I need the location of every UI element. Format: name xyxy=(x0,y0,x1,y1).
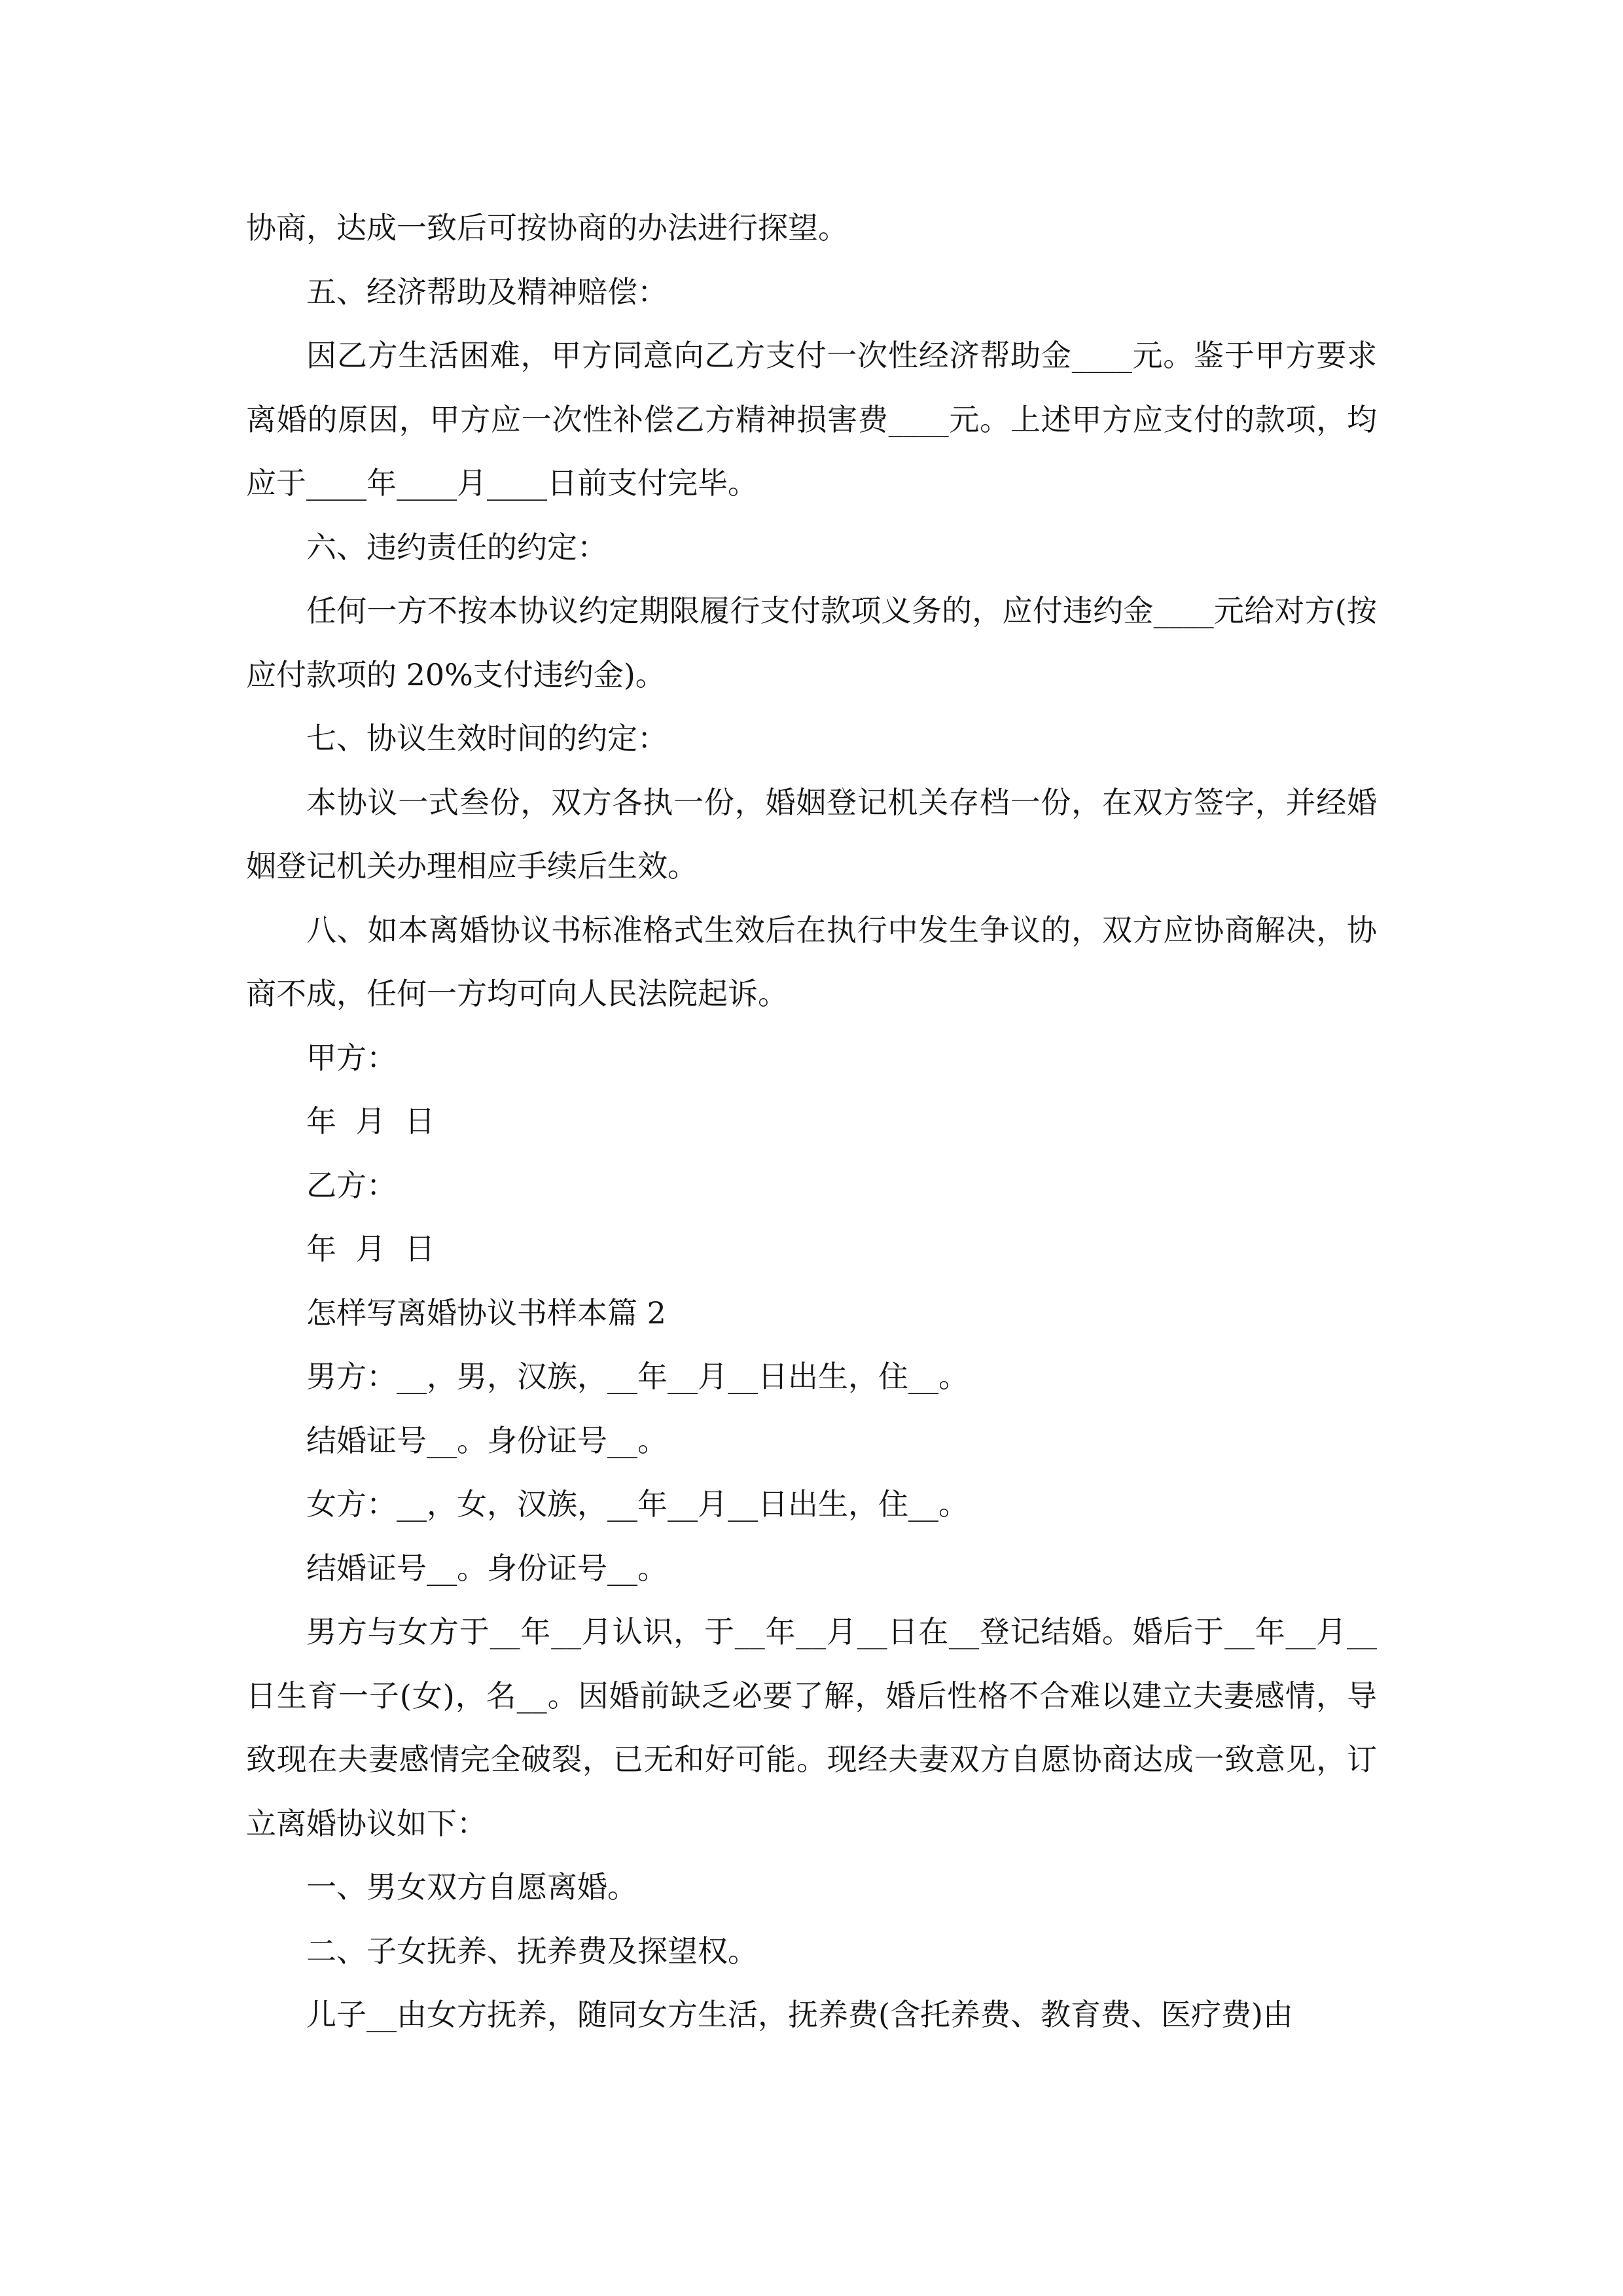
section-heading-economic-aid: 五、经济帮助及精神赔偿： xyxy=(306,274,668,310)
sample-title: 怎样写离婚协议书样本篇 2 xyxy=(306,1295,666,1331)
section-heading-effective-time: 七、协议生效时间的约定： xyxy=(306,721,668,756)
clause-voluntary-divorce: 一、男女双方自愿离婚。 xyxy=(306,1869,637,1905)
female-certificate-info: 结婚证号__。身份证号__。 xyxy=(306,1550,668,1586)
paragraph-dispute-resolution: 八、如本离婚协议书标准格式生效后在执行中发生争议的，双方应协商解决，协商不成，任何一方均可向人民法院起诉。 xyxy=(246,912,1377,1011)
date-line-party-b: 年 月 日 xyxy=(306,1231,435,1266)
paragraph-economic-aid: 因乙方生活困难，甲方同意向乙方支付一次性经济帮助金____元。鉴于甲方要求离婚的原因，甲方应一次性补偿乙方精神损害费____元。上述甲方应支付的款项，均应于____年____月____日前支付完毕。 xyxy=(246,338,1377,501)
paragraph-background: 男方与女方于__年__月认识，于__年__月__日在__登记结婚。婚后于__年__月__日生育一子(女)，名__。因婚前缺乏必要了解，婚后性格不合难以建立夫妻感情，导致现在夫妻感情完全破裂，已无和好可能。现经夫妻双方自愿协商达成一致意见，订立离婚协议如下： xyxy=(246,1614,1378,1841)
date-line-party-a: 年 月 日 xyxy=(306,1103,435,1139)
female-party-info: 女方：__，女，汉族，__年__月__日出生，住__。 xyxy=(306,1486,969,1522)
paragraph-visitation-continued: 协商，达成一致后可按协商的办法进行探望。 xyxy=(246,210,848,245)
male-party-info: 男方：__，男，汉族，__年__月__日出生，住__。 xyxy=(306,1359,969,1394)
signature-party-b: 乙方： xyxy=(306,1167,397,1203)
document-body xyxy=(246,196,1377,2047)
paragraph-breach-liability: 任何一方不按本协议约定期限履行支付款项义务的，应付违约金____元给对方(按应付款项的 20%支付违约金)。 xyxy=(246,593,1377,692)
section-heading-breach-liability: 六、违约责任的约定： xyxy=(306,529,607,565)
clause-child-custody-heading: 二、子女抚养、抚养费及探望权。 xyxy=(306,1933,758,1969)
paragraph-effective-time: 本协议一式叁份，双方各执一份，婚姻登记机关存档一份，在双方签字，并经婚姻登记机关办理相应手续后生效。 xyxy=(246,784,1377,884)
signature-party-a: 甲方： xyxy=(306,1039,397,1075)
male-certificate-info: 结婚证号__。身份证号__。 xyxy=(306,1422,668,1458)
clause-child-custody: 儿子__由女方抚养，随同女方生活，抚养费(含托养费、教育费、医疗费)由 xyxy=(306,1997,1293,2032)
